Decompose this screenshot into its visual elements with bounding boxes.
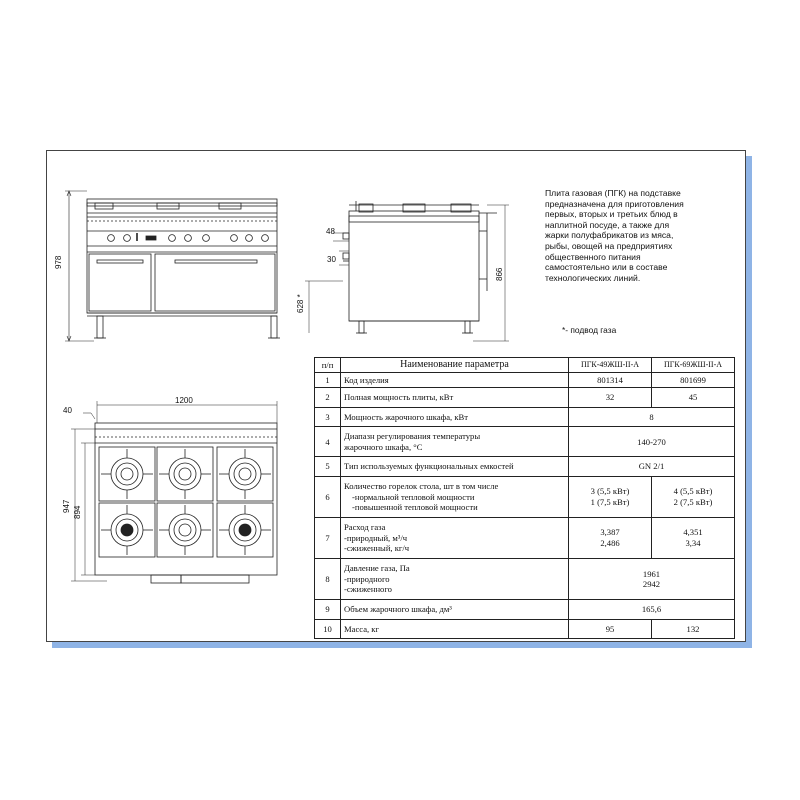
parameter-text: Диапазн регулирования температуры [344, 431, 481, 442]
table-row [315, 619, 735, 639]
row-value-model-2 [652, 373, 735, 388]
row-parameter [341, 407, 569, 426]
dim-894-label: 894 [73, 505, 82, 519]
row-parameter [341, 619, 569, 639]
burner-ring [116, 463, 138, 485]
value-text: 3,34 [685, 537, 701, 548]
top-view [71, 401, 277, 583]
description-line: технологических линий. [545, 272, 641, 283]
description-line: рыбы, овощей на предприятиях [545, 240, 673, 251]
dim-30-label: 30 [327, 255, 336, 264]
description-line: предназначена для приготовления [545, 198, 684, 209]
product-description [545, 188, 729, 283]
value-text: 95 [605, 623, 615, 634]
table-row [315, 407, 735, 426]
row-parameter [341, 373, 569, 388]
parameter-text: Количество горелок стола, шт в том числе [344, 481, 499, 492]
parameter-text: -нормальной тепловой мощности [352, 491, 475, 502]
value-text: 2942 [642, 579, 661, 590]
description-line: жарки полуфабрикатов из мяса, [545, 230, 674, 241]
row-number: 3 [315, 407, 341, 426]
value-text: 3 (5,5 кВт) [590, 486, 630, 497]
row-number: 5 [315, 457, 341, 476]
row-parameter [341, 558, 569, 599]
value-text: 4 (5,5 кВт) [673, 486, 713, 497]
dim-947-label: 947 [62, 499, 71, 513]
row-number: 7 [315, 517, 341, 558]
value-text: 132 [686, 623, 700, 634]
parameter-text: -природного [344, 573, 390, 584]
parameter-text: Давление газа, Па [344, 563, 410, 574]
row-value-model-1 [569, 517, 652, 558]
header-num: п/п [315, 358, 341, 373]
side-view [305, 201, 509, 341]
description-line: Плита газовая (ПГК) на подставке [545, 188, 681, 198]
drawing-sheet [46, 150, 746, 642]
header-param: Наименование параметра [341, 358, 569, 373]
table-row [315, 427, 735, 457]
row-value-common [569, 600, 735, 619]
value-text: 801314 [597, 374, 623, 385]
table-row [315, 476, 735, 517]
description-line: общественного питания [545, 251, 641, 262]
row-value-model-2 [652, 388, 735, 407]
row-value-common [569, 558, 735, 599]
parameter-text: -природный, м³/ч [344, 532, 408, 543]
row-value-model-1 [569, 476, 652, 517]
burner-ring [174, 519, 196, 541]
table-row [315, 517, 735, 558]
parameter-text: -повышенной тепловой мощности [352, 502, 478, 513]
row-number: 9 [315, 600, 341, 619]
value-text: GN 2/1 [638, 461, 665, 472]
burner-ring [121, 468, 133, 480]
row-value-model-2 [652, 619, 735, 639]
table-row [315, 373, 735, 388]
dim-48-label: 48 [326, 227, 335, 236]
parameter-text: Объем жарочного шкафа, дм³ [344, 604, 452, 615]
burner-ring [174, 463, 196, 485]
table-row [315, 388, 735, 407]
row-number: 6 [315, 476, 341, 517]
value-text: 140-270 [637, 436, 666, 447]
table-row [315, 558, 735, 599]
header-model-2: ПГК-69ЖШ-II-А [652, 358, 735, 373]
height-978-label: 978 [54, 255, 63, 269]
row-number: 8 [315, 558, 341, 599]
row-number: 4 [315, 427, 341, 457]
dim-628-label: 628 * [296, 294, 305, 313]
burner-ring [179, 524, 191, 536]
value-text: 3,387 [600, 527, 620, 538]
table-row [315, 457, 735, 476]
parameter-text: Масса, кг [344, 623, 380, 634]
parameter-text: Код изделия [344, 374, 389, 385]
row-number: 1 [315, 373, 341, 388]
gas-supply-note: *- подвод газа [562, 325, 617, 335]
parameter-text: Расход газа [344, 522, 386, 533]
burner-ring [239, 468, 251, 480]
row-parameter [341, 388, 569, 407]
row-parameter [341, 517, 569, 558]
row-parameter [341, 427, 569, 457]
burner-ring [121, 524, 133, 536]
description-line: первых, вторых и третьих блюд в [545, 209, 678, 220]
row-parameter [341, 600, 569, 619]
value-text: 801699 [680, 374, 706, 385]
dim-40-label: 40 [63, 406, 72, 415]
value-text: 165,6 [641, 604, 662, 615]
value-text: 1961 [642, 568, 661, 579]
table-row [315, 600, 735, 619]
row-value-model-1 [569, 373, 652, 388]
spec-table [314, 357, 735, 639]
row-parameter [341, 457, 569, 476]
dim-866-label: 866 [495, 267, 504, 281]
description-line: самостоятельно или в составе [545, 262, 668, 273]
row-value-common [569, 427, 735, 457]
row-value-model-1 [569, 388, 652, 407]
parameter-text: жарочного шкафа, °С [344, 441, 423, 452]
row-number: 10 [315, 619, 341, 639]
row-number: 2 [315, 388, 341, 407]
value-text: 8 [649, 411, 654, 422]
row-value-common [569, 457, 735, 476]
row-value-model-2 [652, 476, 735, 517]
parameter-text: Тип используемых функциональных емкостей [344, 461, 514, 472]
parameter-text: -сжиженного [344, 584, 392, 595]
parameter-text: -сжиженный, кг/ч [344, 543, 410, 554]
description-line: наплитной посуде, а также для [545, 219, 670, 230]
table-header-row [315, 358, 735, 373]
value-text: 32 [605, 392, 615, 403]
row-value-common [569, 407, 735, 426]
value-text: 2 (7,5 кВт) [673, 496, 713, 507]
value-text: 1 (7,5 кВт) [590, 496, 630, 507]
burner-ring [234, 463, 256, 485]
burner-grid [99, 447, 273, 557]
row-value-model-2 [652, 517, 735, 558]
dim-1200-label: 1200 [175, 396, 193, 405]
parameter-text: Полная мощность плиты, кВт [344, 392, 454, 403]
front-view [65, 191, 280, 341]
burner-ring [179, 468, 191, 480]
value-text: 4,351 [683, 527, 703, 538]
value-text: 45 [688, 392, 698, 403]
value-text: 2,486 [600, 537, 620, 548]
parameter-text: Мощность жарочного шкафа, кВт [344, 411, 469, 422]
header-model-1: ПГК-49ЖШ-II-А [569, 358, 652, 373]
row-value-model-1 [569, 619, 652, 639]
burner-ring [239, 524, 251, 536]
row-parameter [341, 476, 569, 517]
